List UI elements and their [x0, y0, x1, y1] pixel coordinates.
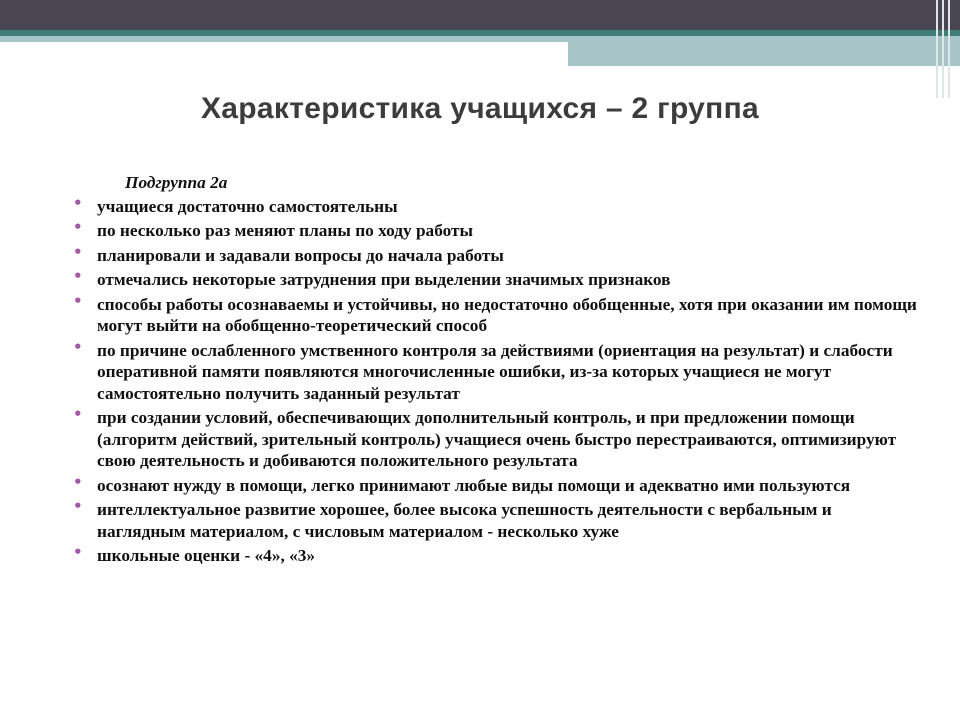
list-item: • по несколько раз меняют планы по ходу работы — [97, 220, 917, 242]
list-item: • учащиеся достаточно самостоятельны — [97, 196, 917, 218]
slide-content — [97, 172, 917, 570]
subgroup-heading: Подгруппа 2а — [125, 173, 228, 192]
list-item: • при создании условий, обеспечивающих дополнительный контроль, и при предложении помощи (алгоритм действий, зрительный контроль) учащиеся очень быстро перестраиваются, оптимизируют свою деятельность и добиваются положительного результата — [97, 407, 917, 472]
list-item: • способы работы осознаваемы и устойчивы, но недостаточно обобщенные, хотя при оказании им помощи могут выйти на обобщенно-теоретический способ — [97, 294, 917, 337]
slide-title: Характеристика учащихся – 2 группа — [201, 92, 759, 125]
top-band-dark — [0, 0, 960, 30]
list-item: • планировали и задавали вопросы до начала работы — [97, 245, 917, 267]
decorative-lines — [934, 0, 950, 98]
list-item: • школьные оценки - «4», «3» — [97, 545, 917, 567]
list-item: • осознают нужду в помощи, легко принимают любые виды помощи и адекватно ими пользуются — [97, 475, 917, 497]
list-item: • отмечались некоторые затруднения при выделении значимых признаков — [97, 269, 917, 291]
list-item: • интеллектуальное развитие хорошее, более высока успешность деятельности с вербальным и наглядным материалом, с числовым материалом - несколько хуже — [97, 499, 917, 542]
characteristics-list — [97, 196, 917, 567]
list-item: • по причине ослабленного умственного контроля за действиями (ориентация на результат) и слабости оперативной памяти появляются многочисленные ошибки, из-за которых учащиеся не могут самостоятельно получить заданный результат — [97, 340, 917, 405]
top-band-block — [568, 36, 960, 66]
